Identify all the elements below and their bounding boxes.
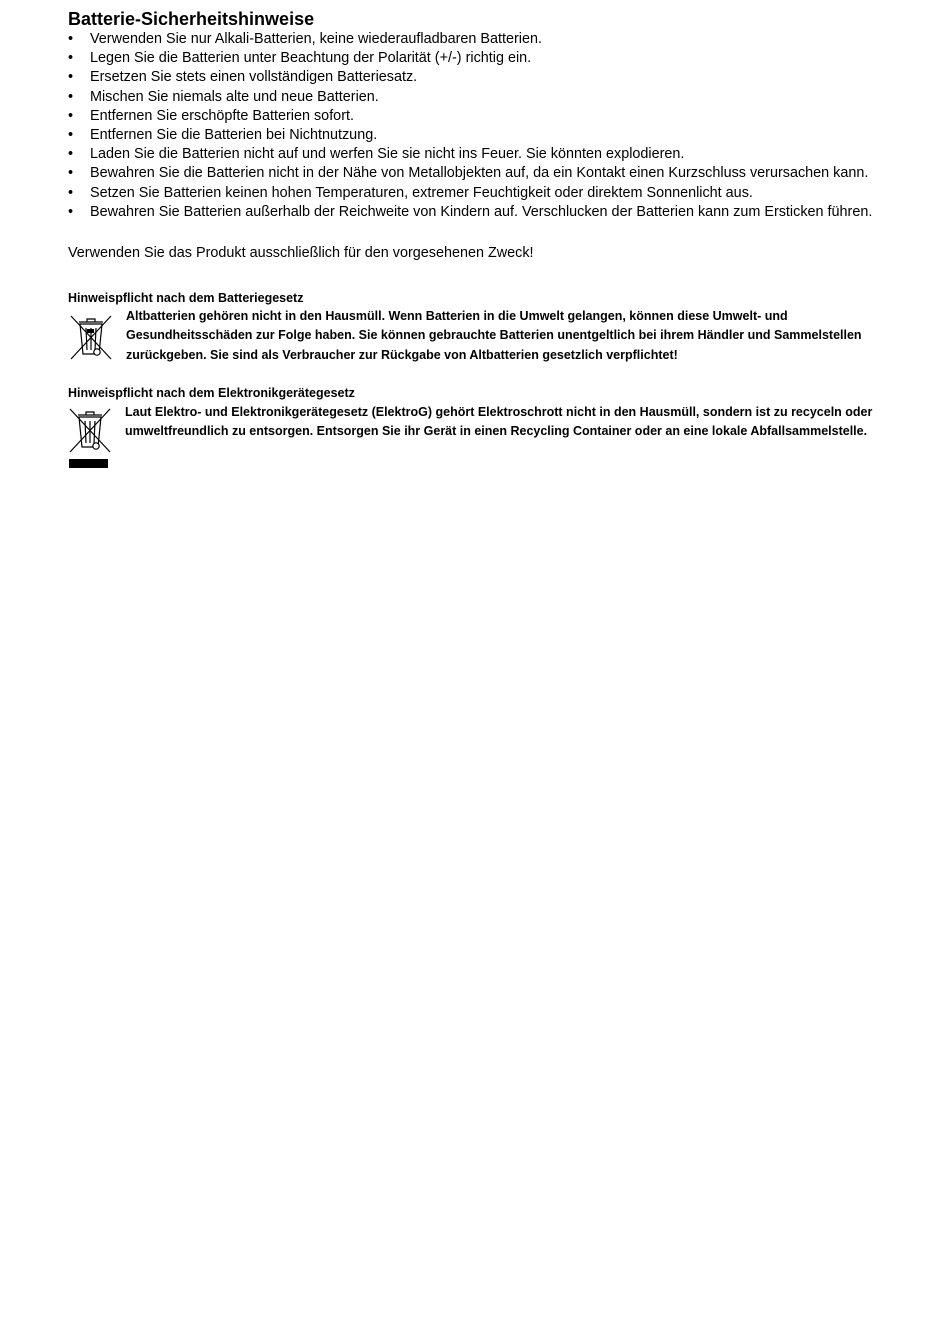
- list-item: [68, 88, 898, 107]
- bullet-marker: •: [68, 50, 74, 67]
- bullet-marker: •: [68, 203, 74, 220]
- purpose-note: Verwenden Sie das Produkt ausschließlich für den vorgesehenen Zweck!: [68, 245, 534, 261]
- bullet-marker: •: [68, 127, 74, 144]
- crossed-out-bin-icon: [68, 312, 114, 367]
- list-item-text: Bewahren Sie Batterien außerhalb der Reichweite von Kindern auf. Verschlucken der Batterien kann zum Ersticken führen.: [90, 203, 873, 220]
- list-item-text: Entfernen Sie erschöpfte Batterien sofort.: [90, 107, 354, 124]
- bullet-marker: •: [68, 69, 74, 86]
- list-item: [68, 164, 898, 183]
- list-item-text: Mischen Sie niemals alte und neue Batterien.: [90, 88, 379, 105]
- list-item: [68, 68, 898, 87]
- list-item-text: Laden Sie die Batterien nicht auf und werfen Sie sie nicht ins Feuer. Sie könnten explodieren.: [90, 146, 685, 163]
- page-title: Batterie-Sicherheitshinweise: [68, 9, 315, 29]
- battery-law-text: Altbatterien gehören nicht in den Hausmüll. Wenn Batterien in die Umwelt gelangen, können diese Umwelt- und Gesundheitsschäden zur Folge haben. Sie können gebrauchte Batterien unentgeltlich bei ihrem Händler und Sammelstellen zurückgeben. Sie sind als Verbraucher zur Rückgabe von Altbatterien gesetzlich verpflichtet!: [126, 309, 862, 362]
- list-item-text: Legen Sie die Batterien unter Beachtung der Polarität (+/-) richtig ein.: [90, 50, 532, 67]
- bullet-marker: •: [68, 107, 74, 124]
- list-item: [68, 107, 898, 126]
- bullet-marker: •: [68, 146, 74, 163]
- list-item: [68, 184, 898, 203]
- weee-bin-icon: [68, 406, 112, 475]
- list-item-text: Ersetzen Sie stets einen vollständigen Batteriesatz.: [90, 69, 418, 86]
- safety-instructions-list: [68, 30, 898, 222]
- list-item: [68, 203, 898, 222]
- bullet-marker: •: [68, 88, 74, 105]
- bullet-marker: •: [68, 165, 74, 182]
- electronics-law-heading: Hinweispflicht nach dem Elektronikgerätegesetz: [68, 386, 355, 400]
- list-item: [68, 49, 898, 68]
- list-item: [68, 30, 898, 49]
- bullet-marker: •: [68, 184, 74, 201]
- list-item-text: Entfernen Sie die Batterien bei Nichtnutzung.: [90, 127, 378, 144]
- bullet-marker: •: [68, 31, 74, 47]
- list-item: [68, 145, 898, 164]
- list-item-text: Setzen Sie Batterien keinen hohen Temperaturen, extremer Feuchtigkeit oder direktem Sonnenlicht aus.: [90, 184, 753, 201]
- electronics-law-text: Laut Elektro- und Elektronikgerätegesetz (ElektroG) gehört Elektroschrott nicht in den Hausmüll, sondern ist zu recyceln oder umweltfreundlich zu entsorgen. Entsorgen Sie ihr Gerät in einen Recycling Container oder an eine lokale Abfallsammelstelle.: [125, 405, 873, 439]
- list-item-text: Verwenden Sie nur Alkali-Batterien, keine wiederaufladbaren Batterien.: [90, 31, 542, 47]
- battery-law-heading: Hinweispflicht nach dem Batteriegesetz: [68, 291, 304, 305]
- list-item-text: Bewahren Sie die Batterien nicht in der Nähe von Metallobjekten auf, da ein Kontakt einen Kurzschluss verursachen kann.: [90, 165, 869, 182]
- list-item: [68, 126, 898, 145]
